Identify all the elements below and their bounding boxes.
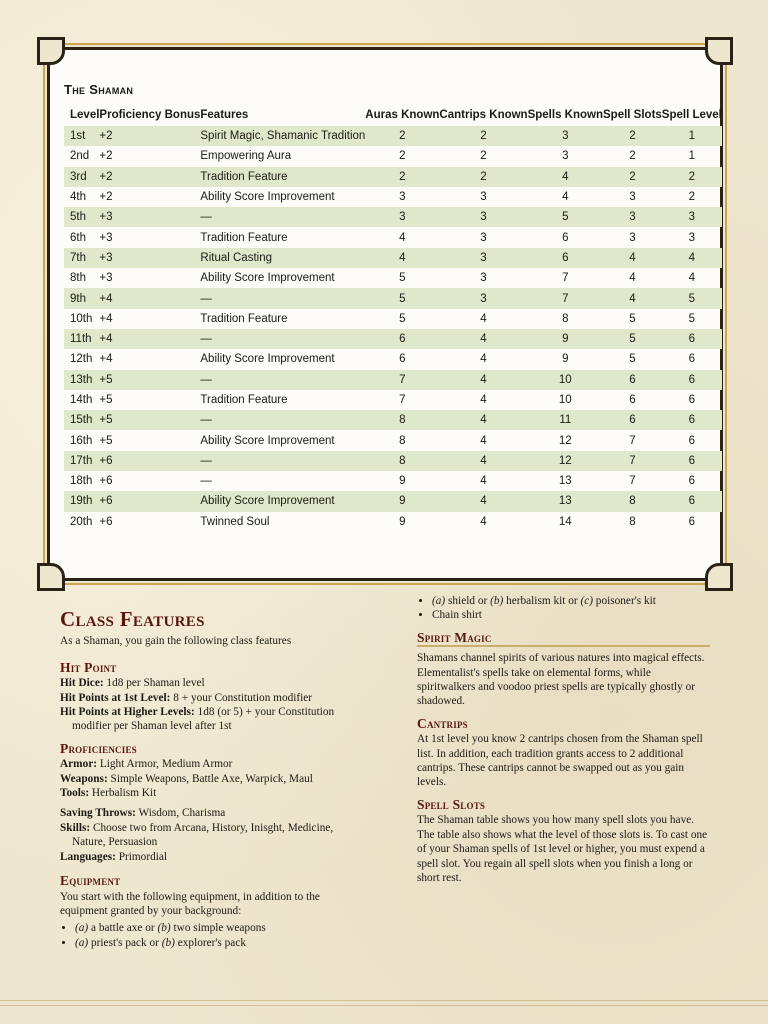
header-spell-level: Spell Level — [661, 108, 722, 121]
table-cell: 6 — [662, 451, 722, 471]
table-cell: 10 — [528, 370, 603, 390]
header-proficiency-bonus: Proficiency Bonus — [99, 108, 201, 121]
page-footer-rule — [0, 1000, 768, 1006]
option-letter: (a) — [432, 595, 446, 607]
table-cell: 8th — [70, 272, 86, 285]
item-text: two simple weapons — [170, 922, 266, 935]
header-spell-slots: Spell Slots — [603, 108, 662, 121]
table-row — [64, 207, 722, 227]
feature-text: Wisdom, Charisma — [135, 807, 226, 820]
frame-corner-ornament — [705, 37, 733, 65]
table-row — [64, 471, 722, 491]
table-cell: 8 — [399, 434, 406, 447]
table-cell: 9th — [64, 288, 99, 308]
table-cell: 3 — [603, 207, 662, 227]
option-letter: (a) — [75, 936, 89, 949]
table-cell: 4th — [70, 191, 86, 204]
table-cell: 4 — [365, 248, 439, 268]
table-row — [64, 410, 722, 430]
hit-point-list — [60, 676, 360, 734]
table-row — [64, 451, 722, 471]
feature-line — [60, 691, 360, 705]
table-cell: 2 — [480, 150, 487, 163]
table-cell: 4 — [603, 248, 662, 268]
table-row — [64, 187, 722, 207]
table-cell: 1st — [64, 126, 99, 146]
table-cell: +3 — [99, 231, 113, 244]
proficiencies-list — [60, 757, 360, 800]
option-letter: (b) — [157, 922, 171, 935]
table-cell: 6 — [399, 353, 406, 366]
table-cell: 6 — [603, 370, 662, 390]
table-cell: 10th — [70, 312, 93, 325]
feature-text: Light Armor, Medium Armor — [97, 758, 233, 771]
feature-text: 1d8 per Shaman level — [103, 677, 205, 690]
option-letter: (b) — [490, 595, 504, 607]
feature-line — [60, 757, 360, 771]
spirit-magic-heading: Spirit Magic — [417, 631, 710, 647]
table-cell: +4 — [99, 353, 113, 366]
table-cell: 9 — [399, 475, 406, 488]
feature-text: 1d8 (or 5) + your Constitution modifier per Shaman level after 1st — [72, 706, 335, 733]
left-column — [60, 590, 360, 950]
table-cell: 13th — [64, 370, 99, 390]
item-text: explorer's pack — [174, 936, 246, 949]
cantrips-heading: Cantrips — [417, 715, 468, 731]
table-cell: 7 — [365, 370, 439, 390]
table-cell: 4 — [480, 394, 487, 406]
table-cell: Ability Score Improvement — [200, 353, 335, 366]
cantrips-text: At 1st level you know 2 cantrips chosen from the Shaman spell list. In addition, each tradition grants access to 2 additional cantrips. These cantrips cannot be swapped out as you gain levels. — [417, 733, 703, 789]
table-cell: 4 — [399, 231, 406, 244]
equipment-item — [432, 594, 710, 608]
feature-text: Herbalism Kit — [89, 787, 157, 800]
feature-label: Hit Points at Higher Levels: — [60, 706, 195, 719]
table-cell: 1 — [688, 150, 696, 163]
feature-text: Primordial — [115, 850, 168, 863]
table-row — [64, 491, 722, 511]
table-cell: 18th — [70, 475, 93, 488]
table-row — [64, 390, 722, 410]
feature-line — [60, 786, 360, 800]
table-cell: Tradition Feature — [200, 167, 365, 187]
table-cell: 6 — [603, 410, 662, 430]
table-cell: — — [200, 410, 365, 430]
table-cell: 3 — [480, 272, 487, 285]
table-cell: 2 — [399, 150, 406, 163]
table-cell: 9 — [399, 515, 406, 528]
item-text: a battle axe or — [88, 922, 158, 935]
feature-line — [60, 705, 360, 734]
table-cell: +6 — [99, 451, 200, 471]
table-cell: 3 — [528, 126, 603, 146]
spell-slots-text: The Shaman table shows you how many spell slots you have. The table also shows what the level of those slots is. To cast one of your Shaman spells of 1st level or higher, you must expend a spell slot. You regain all spell slots when you finish a long or short rest. — [417, 814, 708, 884]
header-features: Features — [200, 108, 249, 121]
spell-slots-heading: Spell Slots — [417, 796, 486, 812]
item-text: poisoner's kit — [592, 595, 656, 607]
table-cell: 12th — [70, 353, 93, 366]
option-letter: (a) — [75, 922, 89, 935]
class-features-title: Class Features — [60, 607, 205, 631]
equipment-list — [60, 921, 360, 950]
right-column — [417, 594, 710, 885]
table-cell: 9 — [528, 329, 603, 349]
equipment-heading: Equipment — [60, 873, 121, 889]
table-cell: 19th — [64, 491, 99, 511]
table-cell: 4 — [480, 312, 487, 325]
feature-line — [60, 850, 360, 864]
header-cantrips-known: Cantrips Known — [439, 108, 528, 121]
table-cell: 6 — [528, 248, 603, 268]
table-cell: 5 — [399, 312, 406, 325]
frame-corner-ornament — [705, 563, 733, 591]
proficiencies-list-2 — [60, 806, 360, 864]
table-cell: 6 — [662, 370, 722, 390]
table-row — [64, 329, 722, 349]
table-cell: 5 — [399, 272, 406, 285]
table-cell: +5 — [99, 410, 200, 430]
table-cell: 2 — [439, 167, 527, 187]
table-cell: 4 — [439, 410, 527, 430]
table-cell: 6 — [562, 231, 569, 244]
table-cell: 7 — [562, 272, 569, 285]
table-cell: +5 — [99, 434, 113, 447]
table-cell: — — [200, 370, 365, 390]
table-cell: 6 — [688, 394, 696, 406]
table-cell: +3 — [99, 272, 113, 285]
table-cell: +3 — [99, 248, 200, 268]
table-row — [64, 167, 722, 187]
table-cell: 2 — [603, 167, 662, 187]
table-cell: 4 — [480, 515, 487, 528]
table-cell: 3 — [399, 191, 406, 204]
table-cell: 2 — [603, 126, 662, 146]
table-row — [64, 370, 722, 390]
table-cell: 20th — [70, 515, 93, 528]
table-cell: — — [200, 451, 365, 471]
table-cell: Twinned Soul — [200, 515, 270, 528]
shaman-class-table — [64, 105, 722, 532]
table-cell: Ritual Casting — [200, 248, 365, 268]
header-auras-known: Auras Known — [365, 108, 440, 121]
table-cell: 10 — [558, 394, 572, 406]
table-cell: 6 — [688, 515, 696, 528]
table-row — [64, 288, 722, 308]
table-row — [64, 309, 722, 329]
table-cell: — — [200, 288, 365, 308]
table-cell: 3 — [439, 207, 527, 227]
table-cell: 7 — [399, 394, 406, 406]
feature-line — [60, 821, 360, 850]
table-cell: 7 — [528, 288, 603, 308]
table-cell: 3 — [365, 207, 439, 227]
table-row — [64, 430, 722, 450]
table-cell: 6 — [688, 475, 696, 488]
table-cell: 4 — [480, 434, 487, 447]
table-cell: 5 — [629, 353, 636, 366]
table-cell: 2 — [662, 167, 722, 187]
table-cell: 12 — [528, 451, 603, 471]
table-cell: 4 — [480, 475, 487, 488]
table-header-row — [64, 105, 722, 126]
feature-line — [60, 772, 360, 786]
table-cell: 4 — [439, 491, 527, 511]
table-cell: 4 — [603, 288, 662, 308]
table-cell: +6 — [99, 475, 113, 488]
feature-label: Tools: — [60, 787, 90, 800]
table-cell: 5 — [603, 329, 662, 349]
spirit-magic-text: Shamans channel spirits of various natures into magical effects. Elementalist's spells take on elemental forms, while spiritwalkers and voodoo priest spells are typically ghostly or shadowed. — [417, 652, 705, 708]
item-text: shield or — [445, 595, 491, 607]
table-cell: 7 — [603, 451, 662, 471]
table-cell: 5 — [365, 288, 439, 308]
table-cell: +3 — [99, 207, 200, 227]
equipment-list-continued — [417, 594, 710, 623]
table-cell: 4 — [480, 353, 487, 366]
table-cell: 2 — [365, 126, 439, 146]
table-cell: 5 — [629, 312, 636, 325]
table-cell: 2 — [439, 126, 527, 146]
feature-label: Armor: — [60, 758, 98, 771]
table-cell: +2 — [99, 167, 200, 187]
table-cell: 9 — [562, 353, 569, 366]
item-text: priest's pack or — [88, 936, 162, 949]
table-cell: 4 — [439, 329, 527, 349]
table-cell: — — [200, 207, 365, 227]
table-cell: Ability Score Improvement — [200, 491, 365, 511]
feature-label: Hit Points at 1st Level: — [60, 691, 171, 704]
table-cell: 3 — [688, 231, 696, 244]
item-text: Chain shirt — [432, 609, 482, 622]
table-cell: 8 — [629, 515, 636, 528]
table-cell: +5 — [99, 394, 113, 406]
table-cell: 7 — [629, 475, 636, 488]
table-cell: 3 — [480, 191, 487, 204]
table-row — [64, 512, 722, 532]
table-cell: +2 — [99, 126, 200, 146]
table-cell: 14th — [70, 394, 93, 406]
table-cell: 4 — [629, 272, 636, 285]
table-cell: 5 — [688, 312, 696, 325]
table-cell: 5 — [662, 288, 722, 308]
table-cell: 6 — [662, 329, 722, 349]
table-cell: 6th — [70, 231, 86, 244]
table-cell: 8 — [365, 451, 439, 471]
table-cell: 11 — [528, 410, 603, 430]
table-cell: 7 — [629, 434, 636, 447]
header-spells-known: Spells Known — [527, 108, 603, 121]
table-cell: — — [200, 475, 212, 488]
table-cell: — — [200, 329, 365, 349]
feature-label: Saving Throws: — [60, 807, 136, 820]
table-cell: 6 — [365, 329, 439, 349]
table-cell: 13 — [528, 491, 603, 511]
table-cell: 2 — [365, 167, 439, 187]
table-cell: 4 — [528, 167, 603, 187]
table-body — [64, 126, 722, 532]
table-cell: 3 — [480, 231, 487, 244]
table-cell: +2 — [99, 191, 113, 204]
table-cell: Ability Score Improvement — [200, 272, 335, 285]
table-cell: 4 — [439, 370, 527, 390]
table-cell: 13 — [558, 475, 572, 488]
table-cell: Tradition Feature — [200, 394, 288, 406]
frame-corner-ornament — [37, 37, 65, 65]
equipment-item — [75, 936, 360, 950]
table-cell: +4 — [99, 312, 113, 325]
table-row — [64, 349, 722, 369]
table-cell: 5 — [528, 207, 603, 227]
table-cell: 12 — [558, 434, 572, 447]
table-cell: 6 — [662, 410, 722, 430]
table-cell: 3 — [629, 231, 636, 244]
table-cell: 6 — [662, 491, 722, 511]
header-level: Level — [70, 108, 100, 121]
table-cell: +6 — [99, 515, 113, 528]
table-cell: 8 — [365, 410, 439, 430]
table-cell: Tradition Feature — [200, 312, 288, 325]
table-cell: 4 — [688, 272, 696, 285]
feature-line — [60, 806, 360, 820]
table-cell: +4 — [99, 288, 200, 308]
table-cell: Ability Score Improvement — [200, 434, 335, 447]
item-text: herbalism kit or — [503, 595, 581, 607]
table-cell: Ability Score Improvement — [200, 191, 335, 204]
class-features-intro: As a Shaman, you gain the following class features — [60, 635, 292, 648]
proficiencies-heading: Proficiencies — [60, 740, 137, 756]
hit-point-heading: Hit Point — [60, 659, 117, 675]
table-cell: 2 — [688, 191, 696, 204]
feature-text: Simple Weapons, Battle Axe, Warpick, Maul — [107, 772, 313, 785]
table-cell: Tradition Feature — [200, 231, 288, 244]
feature-label: Skills: — [60, 821, 91, 834]
table-cell: +6 — [99, 491, 200, 511]
table-cell: 6 — [629, 394, 636, 406]
class-table-frame — [47, 47, 723, 581]
table-cell: 8 — [562, 312, 569, 325]
table-cell: 1 — [662, 126, 722, 146]
table-cell: +5 — [99, 370, 200, 390]
table-cell: 8 — [603, 491, 662, 511]
table-row — [64, 126, 722, 146]
table-cell: 15th — [64, 410, 99, 430]
table-cell: 2nd — [70, 150, 90, 163]
table-row — [64, 248, 722, 268]
table-cell: 3rd — [64, 167, 99, 187]
table-cell: 14 — [558, 515, 572, 528]
table-cell: 7th — [64, 248, 99, 268]
equipment-intro: You start with the following equipment, in addition to the equipment granted by your background: — [60, 890, 320, 917]
feature-label: Hit Dice: — [60, 677, 104, 690]
equipment-item — [75, 921, 360, 935]
table-cell: 5th — [64, 207, 99, 227]
option-letter: (c) — [580, 595, 593, 607]
table-cell: 3 — [562, 150, 569, 163]
table-cell: 17th — [64, 451, 99, 471]
table-cell: 3 — [439, 288, 527, 308]
frame-corner-ornament — [37, 563, 65, 591]
table-cell: 6 — [688, 434, 696, 447]
table-cell: +2 — [99, 150, 113, 163]
table-cell: 4 — [662, 248, 722, 268]
table-cell: 2 — [629, 150, 636, 163]
table-cell: 3 — [439, 248, 527, 268]
table-cell: 3 — [662, 207, 722, 227]
table-cell: 4 — [562, 191, 569, 204]
feature-label: Languages: — [60, 850, 116, 863]
table-cell: Spirit Magic, Shamanic Tradition — [200, 126, 365, 146]
table-cell: 16th — [70, 434, 93, 447]
option-letter: (b) — [161, 936, 175, 949]
table-cell: 4 — [439, 451, 527, 471]
feature-line — [60, 676, 360, 690]
table-cell: Empowering Aura — [200, 150, 292, 163]
table-row — [64, 268, 722, 288]
feature-label: Weapons: — [60, 772, 108, 785]
table-cell: 11th — [64, 329, 99, 349]
table-cell: +4 — [99, 329, 200, 349]
table-title: The Shaman — [64, 82, 134, 97]
feature-text: 8 + your Constitution modifier — [170, 691, 313, 704]
equipment-item — [432, 608, 710, 622]
table-cell: 6 — [688, 353, 696, 366]
table-cell: 3 — [629, 191, 636, 204]
table-row — [64, 146, 722, 166]
table-row — [64, 227, 722, 247]
table-cell: 9 — [365, 491, 439, 511]
feature-text: Choose two from Arcana, History, Inisght, Medicine, Nature, Persuasion — [72, 821, 334, 849]
